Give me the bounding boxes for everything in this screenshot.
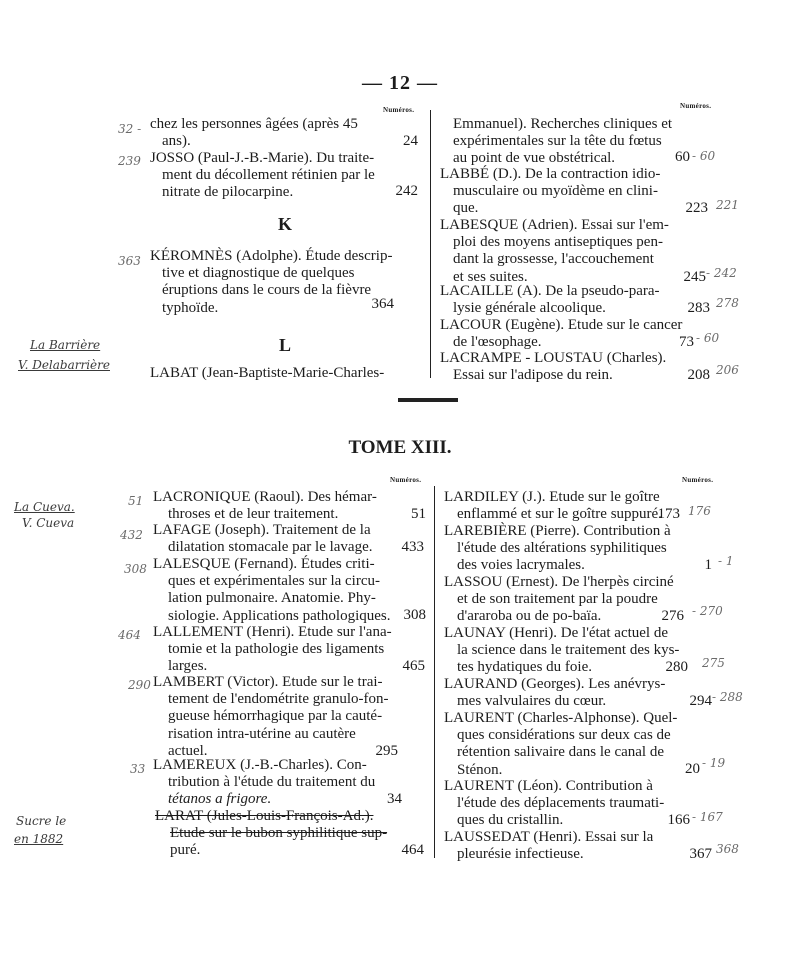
- index-entry: LALESQUE (Fernand). Études criti- ques et expérimentales sur la circu- lation pulmonaire. Anatomie. Phy- siologie. Applications pathologiques.: [153, 556, 391, 624]
- handwritten-margin-note: en 1882: [14, 832, 64, 846]
- column-divider: [430, 110, 431, 378]
- handwritten-number: - 60: [692, 149, 716, 163]
- handwritten-number: 32 -: [118, 122, 142, 136]
- handwritten-number: - 167: [692, 810, 723, 824]
- handwritten-number: 51: [128, 494, 144, 508]
- handwritten-number: 221: [716, 198, 739, 212]
- index-entry: LAMBERT (Victor). Etude sur le trai- tement de l'endométrite granulo-fon- gueuse hémorrhagique par la cauté- risation intra-utérine au cautère actuel.: [153, 674, 389, 759]
- index-entry: LAURENT (Léon). Contribution à l'étude des déplacements traumati- ques du cristallin.: [444, 778, 665, 829]
- entry-number: 24: [403, 133, 418, 149]
- handwritten-margin-note: V. Delabarrière: [18, 358, 110, 372]
- index-entry: Emmanuel). Recherches cliniques et expérimentales sur la tête du fœtus au point de vue obstétrical.: [453, 116, 673, 167]
- handwritten-number: - 270: [692, 604, 723, 618]
- index-entry: LAUSSEDAT (Henri). Essai sur la pleurésie infectieuse.: [444, 829, 654, 863]
- index-entry: KÉROMNÈS (Adolphe). Étude descrip- tive et diagnostique de quelques éruptions dans le cours de la fièvre typhoïde.: [150, 248, 393, 316]
- index-entry: LASSOU (Ernest). De l'herpès circiné et de son traitement par la poudre d'araroba ou de po-baïa.: [444, 574, 674, 625]
- page-number: — 12 —: [362, 72, 438, 94]
- column-header-numeros: Numéros.: [682, 476, 714, 484]
- handwritten-margin-note: Sucre le: [16, 814, 67, 828]
- handwritten-number: 206: [716, 363, 739, 377]
- entry-number: 223: [685, 200, 708, 216]
- index-entry: chez les personnes âgées (après 45 ans).: [150, 116, 358, 150]
- handwritten-margin-note: La Cueva.: [14, 500, 75, 514]
- entry-number: 283: [687, 300, 710, 316]
- handwritten-number: 464: [118, 628, 141, 642]
- entry-number: 465: [402, 658, 425, 674]
- entry-number: 173: [657, 506, 680, 522]
- handwritten-number: 368: [716, 842, 739, 856]
- entry-number: 20: [685, 761, 700, 777]
- entry-number: 364: [371, 296, 394, 312]
- index-entry-struck: LARAT (Jules-Louis-François-Ad.). Etude sur le bubon syphilitique sup- puré.: [155, 808, 388, 859]
- index-entry: LABESQUE (Adrien). Essai sur l'em- ploi des moyens antiseptiques pen- dant la grossesse, l'accouchement et ses suites.: [440, 217, 669, 285]
- entry-number: 208: [687, 367, 710, 383]
- handwritten-number: 33: [130, 762, 146, 776]
- entry-number: 464: [401, 842, 424, 858]
- handwritten-number: - 60: [696, 331, 720, 345]
- handwritten-number: 278: [716, 296, 739, 310]
- entry-number: 51: [411, 506, 426, 522]
- entry-number: 367: [689, 846, 712, 862]
- index-entry: LAMEREUX (J.-B.-Charles). Con- tribution à l'étude du traitement du tétanos a frigore.: [153, 757, 376, 808]
- index-entry: LARDILEY (J.). Etude sur le goître enflammé et sur le goître suppuré.: [444, 489, 662, 523]
- column-header-numeros: Numéros.: [383, 106, 415, 114]
- entry-number: 60: [675, 149, 690, 165]
- handwritten-number: 363: [118, 254, 141, 268]
- index-entry: LACAILLE (A). De la pseudo-para- lysie générale alcoolique.: [440, 283, 660, 317]
- column-header-numeros: Numéros.: [680, 102, 712, 110]
- section-separator: [398, 398, 458, 402]
- entry-number: 276: [661, 608, 684, 624]
- entry-number: 166: [667, 812, 690, 828]
- handwritten-number: 432: [120, 528, 143, 542]
- entry-number: 308: [403, 607, 426, 623]
- index-entry: LACOUR (Eugène). Etude sur le cancer de l'œsophage.: [440, 317, 683, 351]
- index-entry: LAUNAY (Henri). De l'état actuel de la science dans le traitement des kys- tes hydatiques du foie.: [444, 625, 680, 676]
- handwritten-number: 239: [118, 154, 141, 168]
- entry-number: 242: [395, 183, 418, 199]
- column-divider: [434, 486, 435, 858]
- handwritten-number: - 288: [712, 690, 743, 704]
- handwritten-number: - 1: [718, 554, 734, 568]
- index-entry: LALLEMENT (Henri). Etude sur l'ana- tomie et la pathologie des ligaments larges.: [153, 624, 392, 675]
- entry-number: 280: [665, 659, 688, 675]
- entry-number: 73: [679, 334, 694, 350]
- entry-number: 34: [387, 791, 402, 807]
- index-entry: LACRAMPE - LOUSTAU (Charles). Essai sur l'adipose du rein.: [440, 350, 667, 384]
- handwritten-margin-note: La Barrière: [30, 338, 101, 352]
- entry-number: 294: [689, 693, 712, 709]
- entry-number: 433: [401, 539, 424, 555]
- index-entry: LABAT (Jean-Baptiste-Marie-Charles-: [150, 365, 385, 381]
- entry-number: 1: [704, 557, 712, 573]
- tome-heading: TOME XIII.: [348, 437, 452, 458]
- section-letter-l: L: [278, 335, 291, 355]
- index-entry: LAFAGE (Joseph). Traitement de la dilatation stomacale par le lavage.: [153, 522, 373, 556]
- column-header-numeros: Numéros.: [390, 476, 422, 484]
- handwritten-number: 290: [128, 678, 151, 692]
- handwritten-number: 176: [688, 504, 711, 518]
- index-entry: LACRONIQUE (Raoul). Des hémar- throses et de leur traitement.: [153, 489, 377, 523]
- handwritten-number: - 19: [702, 756, 726, 770]
- handwritten-margin-note: V. Cueva: [22, 516, 75, 530]
- index-entry: LAURENT (Charles-Alphonse). Quel- ques considérations sur deux cas de rétention salivaire dans le canal de Sténon.: [444, 710, 678, 778]
- index-entry: JOSSO (Paul-J.-B.-Marie). Du traite- ment du décollement rétinien par le nitrate de pilocarpine.: [150, 150, 375, 201]
- handwritten-number: 308: [124, 562, 147, 576]
- index-entry: LABBÉ (D.). De la contraction idio- musculaire ou myoïdème en clini- que.: [440, 166, 661, 217]
- entry-number: 295: [375, 743, 398, 759]
- section-letter-k: K: [277, 214, 292, 234]
- entry-number: 245: [683, 269, 706, 285]
- handwritten-number: 275: [702, 656, 725, 670]
- index-entry: LAREBIÈRE (Pierre). Contribution à l'étude des altérations syphilitiques des voies lacrymales.: [444, 523, 671, 574]
- index-entry: LAURAND (Georges). Les anévrys- mes valvulaires du cœur.: [444, 676, 666, 710]
- handwritten-number: - 242: [706, 266, 737, 280]
